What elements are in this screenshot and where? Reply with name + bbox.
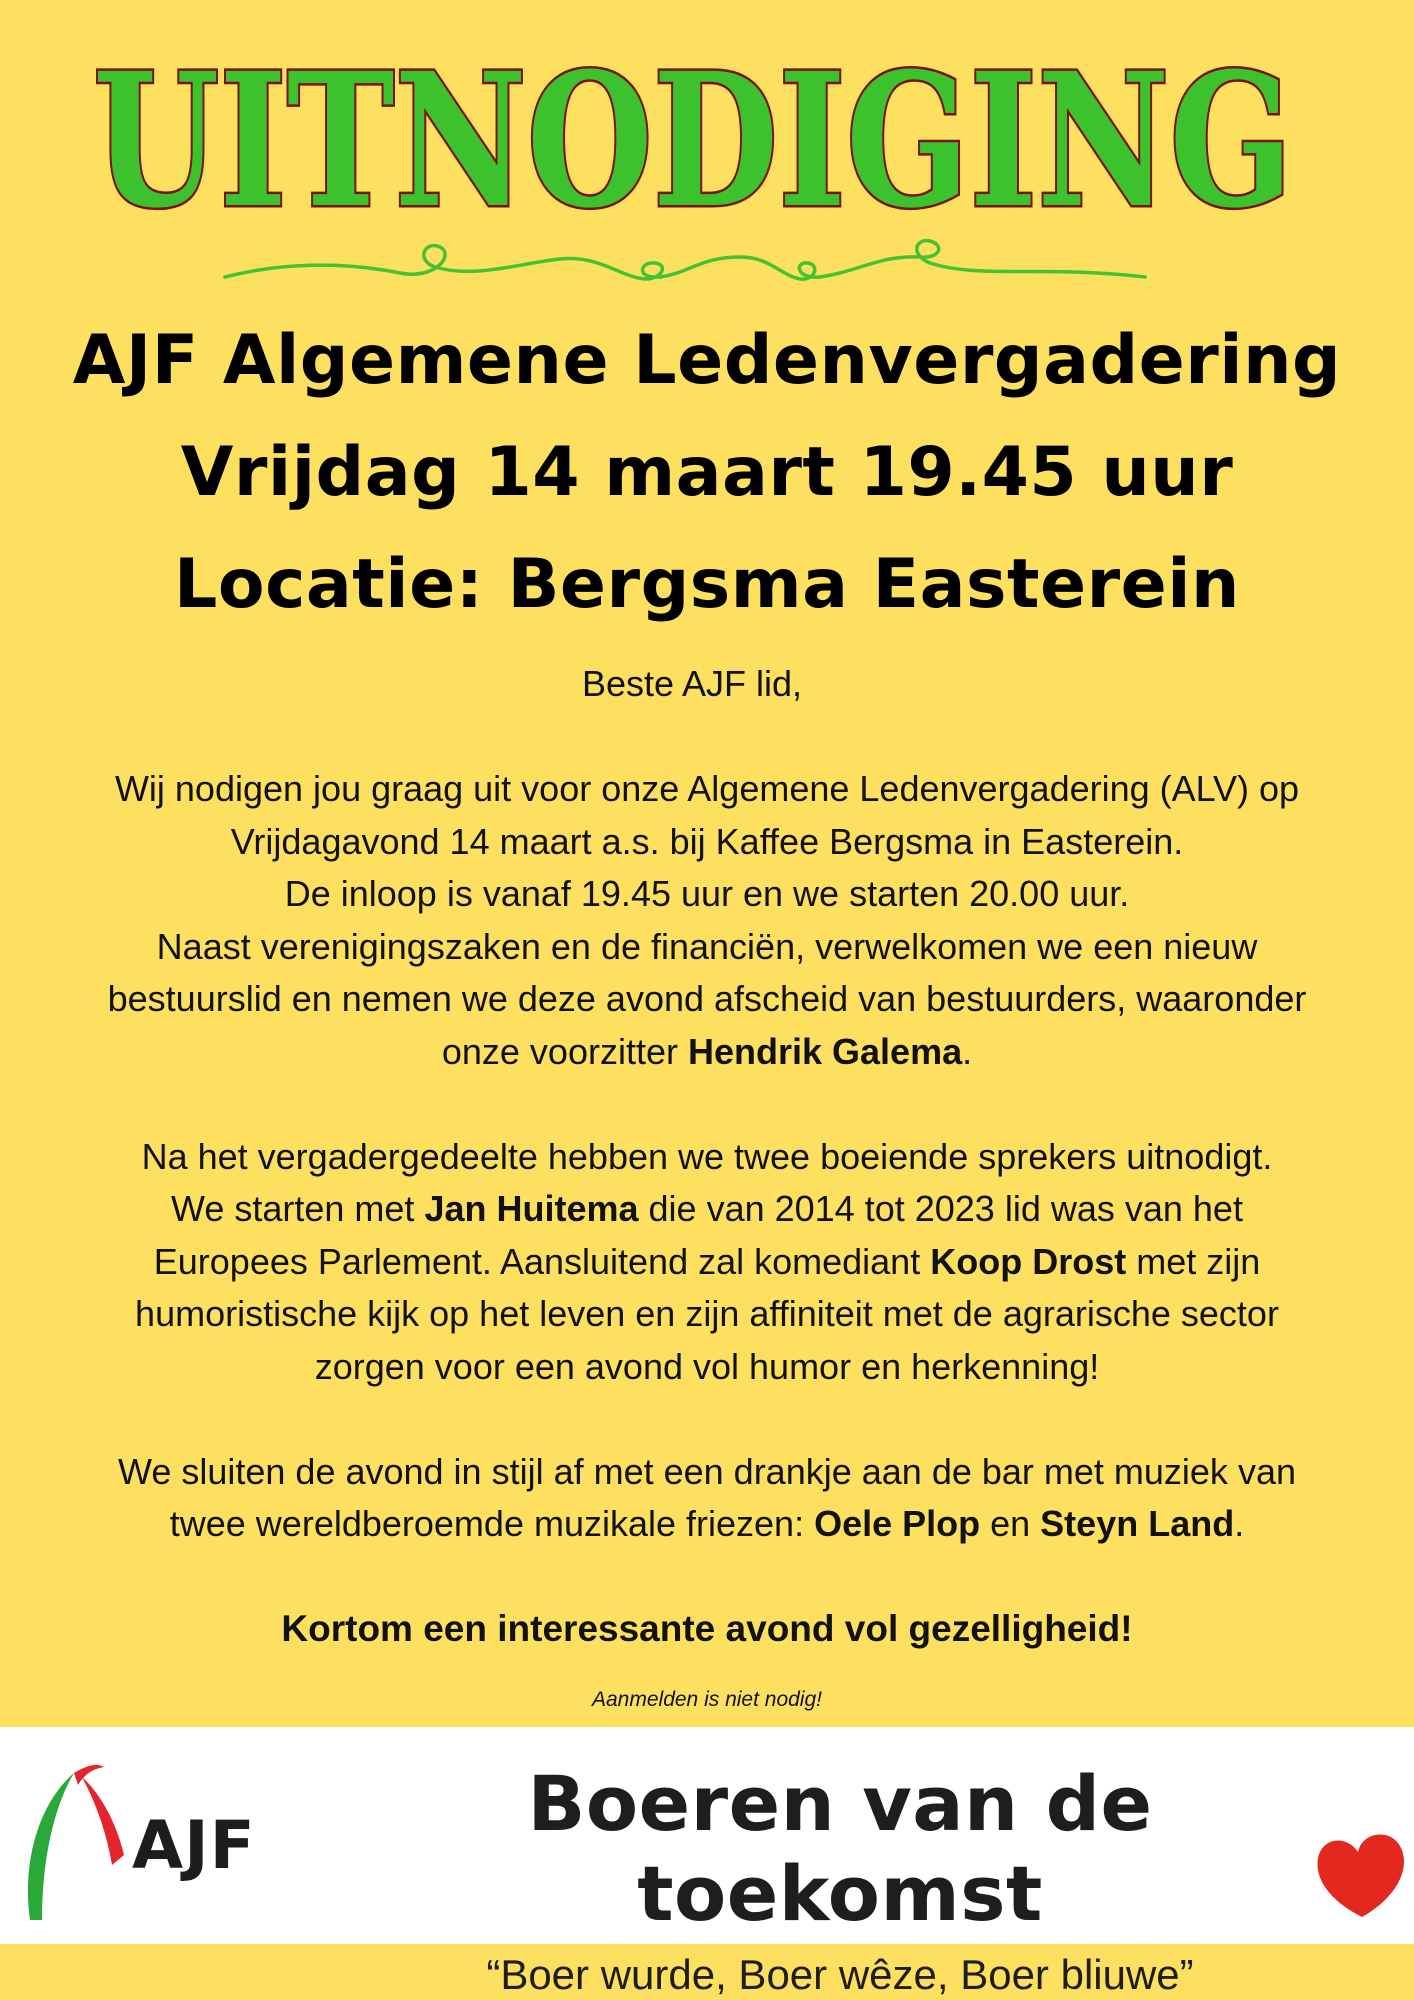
- speaker2-prefix: Europees Parlement. Aansluitend zal komediant: [153, 1240, 931, 1282]
- speaker1-name: Jan Huitema: [424, 1188, 639, 1229]
- speaker1-prefix: We starten met: [171, 1188, 425, 1229]
- event-headings: [0, 305, 1414, 641]
- footer-banner: [0, 1727, 1414, 1998]
- paragraph3-line2: [30, 1498, 1384, 1551]
- event-date-heading: Vrijdag 14 maart 19.45 uur: [180, 433, 1234, 512]
- slogan-quote: “Boer wurde, Boer wêze, Boer bliuwe”: [486, 1951, 1194, 1998]
- speaker2-name: Koop Drost: [930, 1240, 1127, 1282]
- event-location-heading: Locatie: Bergsma Easterein: [174, 545, 1240, 624]
- slogan-title: Boeren van de toekomst: [527, 1759, 1153, 1938]
- invitation-body: [30, 658, 1384, 1656]
- invitation-title: [0, 40, 1414, 240]
- musicians-suffix: .: [1234, 1503, 1245, 1544]
- heart-icon: [1312, 1822, 1412, 1922]
- salutation: Beste AJF lid,: [581, 663, 803, 704]
- speaker1-suffix: die van 2014 tot 2023 lid was van het: [638, 1188, 1243, 1229]
- closing-line: Kortom een interessante avond vol gezelligheid!: [281, 1608, 1133, 1649]
- registration-note: Aanmelden is niet nodig!: [592, 1688, 822, 1711]
- paragraph1-line1: Wij nodigen jou graag uit voor onze Algemene Ledenvergadering (ALV) op: [114, 768, 1300, 809]
- title-text: UITNODIGING: [93, 40, 1293, 240]
- paragraph2-line4: humoristische kijk op het leven en zijn affiniteit met de agrarische sector: [135, 1293, 1279, 1334]
- musicians-connector: en: [980, 1503, 1041, 1544]
- slogan-block: [340, 1759, 1340, 1999]
- paragraph1-line5: bestuurslid en nemen we deze avond afscheid van bestuurders, waaronder: [107, 978, 1307, 1019]
- musician2-name: Steyn Land: [1040, 1503, 1235, 1544]
- ajf-logo-arc-icon: [12, 1755, 142, 1925]
- speaker2-suffix: met zijn: [1126, 1240, 1261, 1282]
- paragraph1-line4: Naast verenigingszaken en de financiën, verwelkomen we een nieuw: [156, 925, 1258, 967]
- musicians-prefix: twee wereldberoemde muzikale friezen:: [169, 1503, 815, 1544]
- paragraph1-line6: [30, 1026, 1384, 1079]
- chair-prefix: onze voorzitter: [441, 1030, 688, 1072]
- event-name-heading: AJF Algemene Ledenvergadering: [72, 321, 1342, 400]
- ajf-logo-text: AJF: [132, 1807, 256, 1884]
- paragraph2-line1: Na het vergadergedeelte hebben we twee boeiende sprekers uitnodigt.: [141, 1135, 1273, 1177]
- paragraph3-line1: We sluiten de avond in stijl af met een drankje aan de bar met muziek van: [118, 1450, 1296, 1492]
- paragraph1-line2: Vrijdagavond 14 maart a.s. bij Kaffee Bergsma in Easterein.: [230, 820, 1184, 862]
- chair-name: Hendrik Galema: [687, 1030, 963, 1072]
- paragraph2-line3: [30, 1236, 1384, 1289]
- musician1-name: Oele Plop: [814, 1503, 981, 1544]
- swirl-divider: [220, 235, 1150, 295]
- title-graphic: [0, 40, 1414, 240]
- ajf-logo: [12, 1755, 272, 1925]
- paragraph2-line2: [30, 1183, 1384, 1236]
- paragraph2-line5: zorgen voor een avond vol humor en herkenning!: [314, 1345, 1100, 1387]
- paragraph1-line3: De inloop is vanaf 19.45 uur en we starten 20.00 uur.: [284, 873, 1130, 914]
- chair-suffix: .: [962, 1030, 973, 1072]
